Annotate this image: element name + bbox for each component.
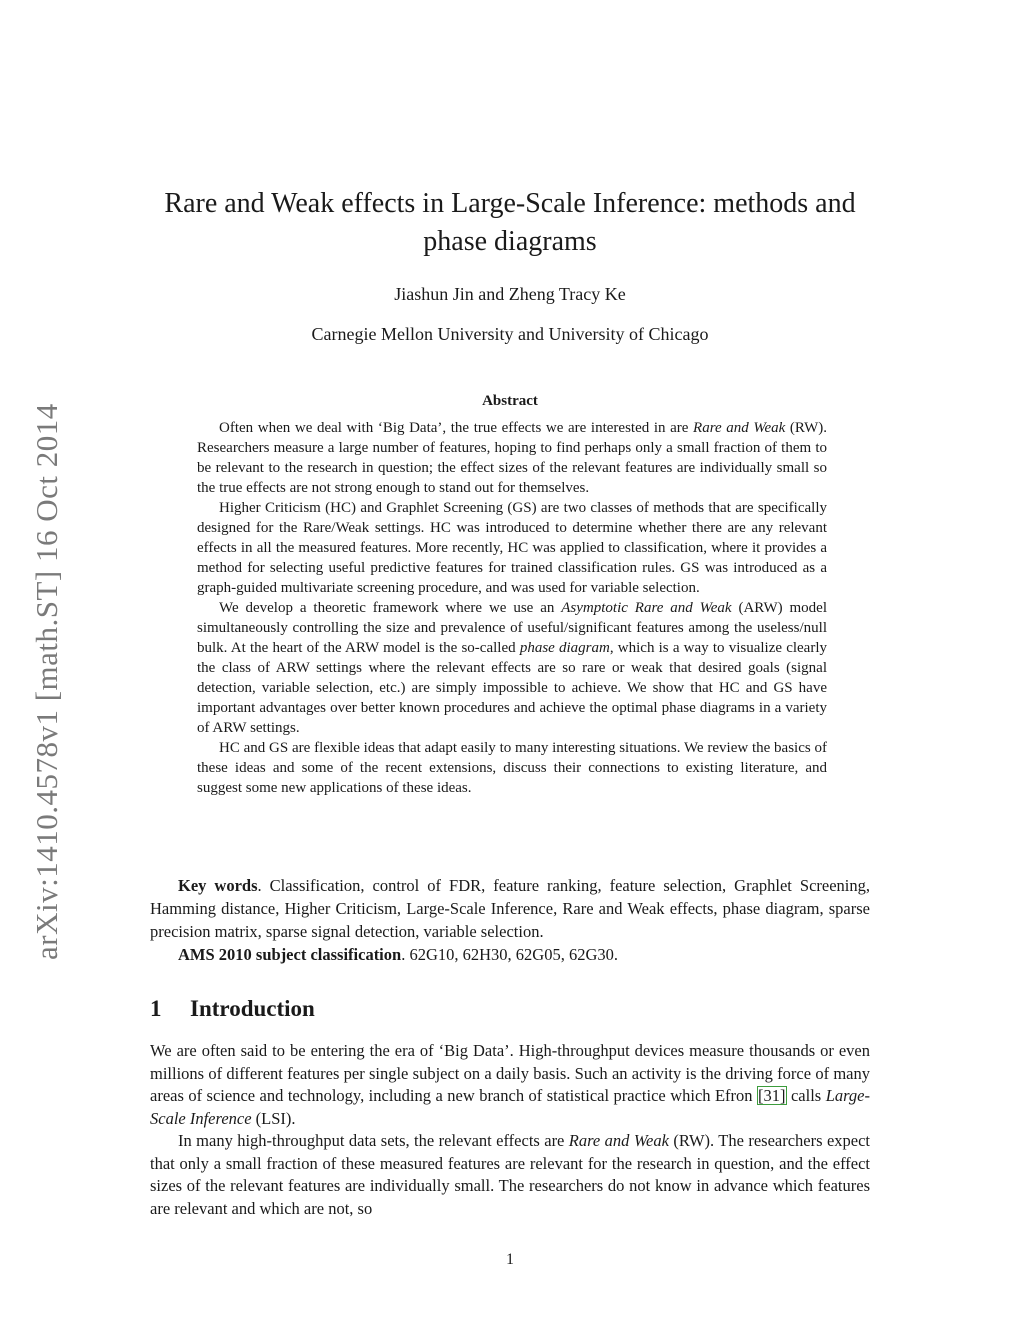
ams-label: AMS 2010 subject classification (178, 945, 402, 964)
title-line-1: Rare and Weak effects in Large-Scale Inference: methods and (164, 188, 856, 219)
abstract-p1-text-a: Often when we deal with ‘Big Data’, the true effects we are interested in are (219, 420, 694, 436)
intro-p1-emphasis: Large-Scale Inference (150, 1086, 870, 1128)
authors: Jiashun Jin and Zheng Tracy Ke (394, 284, 626, 304)
intro-p2-emphasis: Rare and Weak (568, 1131, 669, 1150)
abstract-p3-text-a: We develop a theoretic framework where we use an (219, 600, 562, 616)
keywords-block (150, 874, 870, 966)
abstract-p3-emphasis-1: Asymptotic Rare and Weak (561, 600, 732, 616)
intro-p2-text-a: In many high-throughput data sets, the relevant effects are (178, 1131, 569, 1150)
abstract-paragraph-3 (197, 598, 827, 738)
ams-text: . 62G10, 62H30, 62G05, 62G30. (401, 945, 618, 964)
abstract-paragraph-4: HC and GS are flexible ideas that adapt easily to many interesting situations. We review the basics of these ideas and some of the recent extensions, discuss their connections to existing literature, and suggest some new applications of these ideas. (197, 740, 827, 796)
intro-paragraph-1 (150, 1040, 870, 1130)
intro-p1-text-b: calls (786, 1086, 826, 1105)
intro-paragraph-2 (150, 1130, 870, 1220)
page-number: 1 (506, 1251, 514, 1268)
abstract-paragraph-2: Higher Criticism (HC) and Graphlet Screening (GS) are two classes of methods that are specifically designed for the Rare/Weak settings. HC was introduced to determine whether there are any relevant effects in all the measured features. More recently, HC was applied to classification, where it provides a method for selecting useful predictive features for trained classification rules. GS was introduced as a graph-guided multivariate screening procedure, and was used for variable selection. (197, 500, 827, 596)
introduction-body (150, 1040, 870, 1220)
affiliation: Carnegie Mellon University and University of Chicago (311, 324, 709, 344)
ams-line (150, 943, 870, 966)
arxiv-stamp: arXiv:1410.4578v1 [math.ST] 16 Oct 2014 (29, 403, 64, 960)
intro-p1-text-c: (LSI). (251, 1108, 296, 1128)
abstract-paragraph-1 (197, 418, 827, 498)
citation-link-31[interactable]: [31] (758, 1086, 786, 1105)
abstract-p3-emphasis-2: phase diagram (519, 640, 610, 656)
section-title: Introduction (190, 996, 315, 1021)
intro-p2-text-b: (RW). The researchers expect that only a small fraction of these measured features are relevant for the research in question, and the effect sizes of the relevant features are individually small. The researchers do not know in advance which features are relevant and which are not, so (150, 1131, 870, 1218)
abstract-p1-text-b: (RW). Researchers measure a large number of features, hoping to find perhaps only a small fraction of them to be relevant to the research in question; the effect sizes of the relevant features are individually small so the true effects are not strong enough to stand out for themselves. (197, 420, 827, 496)
intro-p1-text-a: We are often said to be entering the era of ‘Big Data’. High-throughput devices measure thousands or even millions of different features per single subject on a daily basis. Such an activity is the driving force of many areas of science and technology, including a new branch of statistical practice which Efron (150, 1041, 870, 1105)
title-line-2: phase diagrams (423, 226, 597, 257)
keywords-label: Key words (178, 876, 258, 895)
section-heading-introduction (150, 994, 870, 1024)
abstract-body (197, 418, 827, 798)
abstract-p3-text-b: (ARW) model simultaneously controlling the size and prevalence of useful/significant features among the useless/null bulk. At the heart of the ARW model is the so-called (197, 600, 828, 656)
paper-title (150, 185, 870, 261)
keywords-text: . Classification, control of FDR, feature ranking, feature selection, Graphlet Screening, Hamming distance, Higher Criticism, Large-Scale Inference, Rare and Weak effects, phase diagram, sparse precision matrix, sparse signal detection, variable selection. (150, 876, 870, 941)
section-number: 1 (150, 996, 162, 1021)
abstract-heading: Abstract (482, 393, 538, 409)
abstract-p3-text-c: , which is a way to visualize clearly the class of ARW settings where the relevant effects are so rare or weak that desired goals (signal detection, variable selection, etc.) are simply impossible to achieve. We show that HC and GS have important advantages over better known procedures and achieve the optimal phase diagrams in a variety of ARW settings. (197, 640, 827, 736)
keywords-line (150, 874, 870, 943)
abstract-p1-emphasis: Rare and Weak (693, 420, 786, 436)
